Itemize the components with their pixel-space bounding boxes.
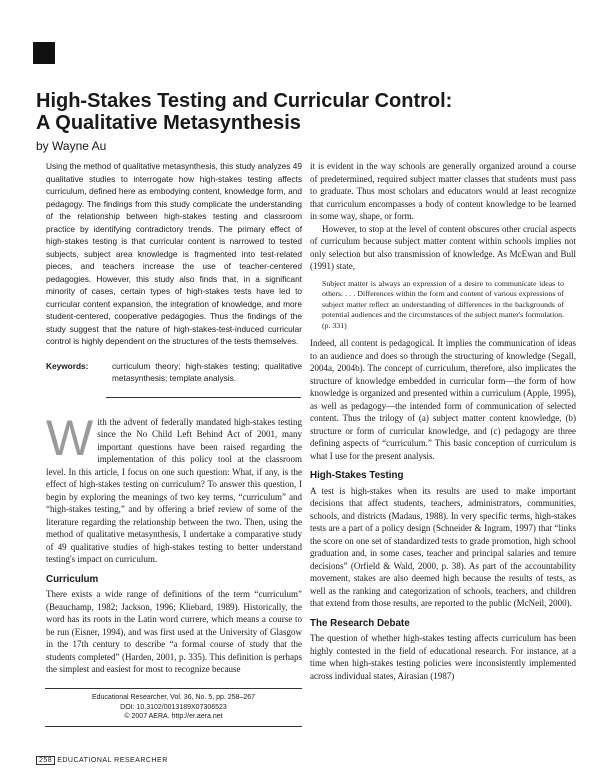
left-column [46,160,302,676]
body-paragraph-2: However, to stop at the level of content obscures other crucial aspects of curriculum because subject matter content within schools implies not only selection but also transmission of knowledge. As McEwan and Bull (1991) state, [310,223,576,271]
title-line-2: A Qualitative Metasynthesis [36,112,301,134]
article-title [36,90,576,134]
journal-name: EDUCATIONAL RESEARCHER [57,757,168,764]
section-divider [106,397,301,398]
abstract: Using the method of qualitative metasynthesis, this study analyzes 49 qualitative studies to interrogate how high-stakes testing affects curriculum, defined here as embodying content, knowledge form, and pedagogy. The findings from this study complicate the understanding of the relationship between high-stakes testing and classroom practice by identifying contradictory trends. The primary effect of high-stakes testing is that curricular content is narrowed to tested subjects, subject area knowledge is fragmented into test-related pieces, and teachers increase the use of teacher-centered pedagogies. However, this study also finds that, in a significant minority of cases, certain types of high-stakes tests have led to curricular content expansion, the integration of knowledge, and more student-centered, cooperative pedagogies. Thus the findings of the study suggest that the nature of high-stakes-test-induced curricular control is highly dependent on the structures of the tests themselves. [46,161,302,346]
author-byline: by Wayne Au [36,139,107,153]
title-line-1: High-Stakes Testing and Curricular Control: [36,90,453,112]
body-paragraph-5: The question of whether high-stakes testing affects curriculum has been highly contested in the field of educational research. For instance, at a time when high-stakes testing policies were inconsistently implemented across individual states, Airasian (1987) [310,633,576,681]
page-number: 258 [36,756,55,765]
body-paragraph-3: Indeed, all content is pedagogical. It implies the communication of ideas to an audience and does so through the structuring of knowledge (Segall, 2004a, 2004b). The concept of curriculum, therefore, also implicates the structure of knowledge embedded in curricular form—the form of how knowledge is organized and presented within a curriculum (Apple, 1995), as well as pedagogy—the intended form of communication of selected content. Thus the trilogy of (a) subject matter content knowledge, (b) structure or form of curricular knowledge, and (c) pedagogy are three defining aspects of “curriculum.” This basic conception of curriculum is what I use for the present analysis. [310,338,576,461]
citation-box [45,688,302,727]
keywords-label: Keywords: [46,360,89,371]
heading-research-debate: The Research Debate [310,617,410,629]
block-quote: Subject matter is always an expression of a desire to communicate ideas to others. . . . Differences within the form and content of various expressions of subject matter reflect an understanding of differences in the backgrounds of potential audiences and the circumstances of the subject matter's formulation. (p. 331) [322,278,564,330]
intro-paragraph: ith the advent of federally mandated high-stakes testing since the No Child Left Behind Act of 2001, many important questions have been raised regarding the implementation of this policy tool at the classroom level. In this article, I focus on one such question: What, if any, is the effect of high-stakes testing on curriculum? To answer this question, I begin by exploring the meanings of two key terms, “curriculum” and “high-stakes testing,” and by offering a brief review of some of the literature regarding the relationship between the two. Then, using the method of qualitative metasynthesis, I undertake a comparative study of 49 qualitative studies of high-stakes testing to better understand testing's impact on curriculum. [46,416,302,564]
introduction [46,409,302,566]
drop-cap: W [46,409,94,466]
body-paragraph-4: A test is high-stakes when its results are used to make important decisions that affect students, teachers, administrators, communities, schools, and districts (Madaus, 1988). In very specific terms, high-stakes tests are a part of a policy design (Schneider & Ingram, 1997) that “links the score on one set of standardized tests to grade promotion, high school graduation and, in some cases, teacher and principal salaries and tenure decisions” (Orfield & Wald, 2000, p. 38). As part of the accountability movement, stakes are also deemed high because the results of tests, as well as the ranking and categorization of schools, teachers, and children that extend from those results, are reported to the public (McNeil, 2000). [310,485,576,608]
keywords [46,360,302,385]
body-paragraph-1: it is evident in the way schools are generally organized around a course of predetermined, required subject matter classes that students must pass to graduate. Thus most scholars and educators would at least recognize that curriculum encompasses a body of content knowledge to be learned in some way, shape, or form. [310,161,576,221]
citation-copyright: © 2007 AERA. http://er.aera.net [124,713,223,720]
page-footer [36,756,168,765]
heading-curriculum: Curriculum [46,573,99,585]
citation-doi: DOI: 10.3102/0013189X07306523 [120,703,227,711]
corner-mark [33,42,55,64]
heading-high-stakes-testing: High-Stakes Testing [310,470,404,481]
citation-journal: Educational Researcher, Vol. 36, No. 5, pp. 258–267 [91,694,256,701]
right-column [310,160,576,682]
curriculum-paragraph: There exists a wide range of definitions of the term “curriculum” (Beauchamp, 1982; Jackson, 1996; Kliebard, 1989). Historically, the word has its roots in the Latin word currere, which means a course to be run (Eisner, 1994), and was first used at the University of Glasgow in the 17th century to describe “a formal course of study that the students completed” (Harden, 2001, p. 335). This definition is perhaps the simplest and easiest for most to recognize because [46,589,302,674]
keywords-text: curriculum theory; high-stakes testing; qualitative metasynthesis; template analysis. [112,360,302,383]
article-header [36,90,576,153]
